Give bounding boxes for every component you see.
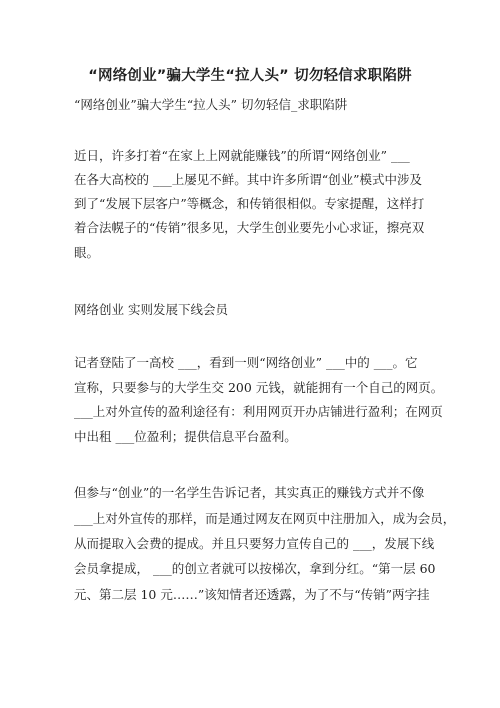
paragraph-2-line-3: ___上对外宣传的盈利途径有：利用网页开办店铺进行盈利；在网页 [74,404,443,419]
paragraph-3-line-3: 从而提取入会费的提成。并且只要努力宣传自己的 ___，发展下线 [74,536,435,551]
paragraph-3-line-4: 会员拿提成， ___的创立者就可以按梯次，拿到分红。“第一层 60 [74,561,436,576]
document-title: “网络创业”骗大学生“拉人头” 切勿轻信求职陷阱 [88,68,412,84]
paragraph-1-line-5: 眼。 [74,245,100,260]
paragraph-1-line-4: 着合法幌子的“传销”很多见，大学生创业要先小心求证，擦亮双 [74,220,425,235]
paragraph-1-line-3: 到了“发展下层客户”等概念，和传销很相似。专家提醒，这样打 [74,196,425,211]
paragraph-1-line-2: 在各大高校的 ___上屡见不鲜。其中许多所谓“创业”模式中涉及 [74,172,423,187]
paragraph-3-line-2: ___上对外宣传的那样，而是通过网友在网页中注册加入，成为会员， [74,511,456,526]
document-subtitle: “网络创业”骗大学生“拉人头” 切勿轻信_求职陷阱 [74,97,348,112]
paragraph-3-line-1: 但参与“创业”的一名学生告诉记者，其实真正的赚钱方式并不像 [74,485,425,500]
paragraph-2-line-2: 宣称，只要参与的大学生交 200 元钱，就能拥有一个自己的网页。 [74,380,444,395]
paragraph-1-line-1: 近日，许多打着“在家上上网就能赚钱”的所谓“网络创业” ___ [74,148,410,163]
paragraph-3-line-5: 元、第二层 10 元……”该知情者还透露，为了不与“传销”两字挂 [74,587,430,602]
section-heading: 网络创业 实则发展下线会员 [74,302,228,317]
paragraph-2-line-1: 记者登陆了一高校 ___，看到一则“网络创业” ___中的 ___。它 [74,355,418,370]
paragraph-2-line-4: 中出租 ___位盈利；提供信息平台盈利。 [74,429,297,444]
